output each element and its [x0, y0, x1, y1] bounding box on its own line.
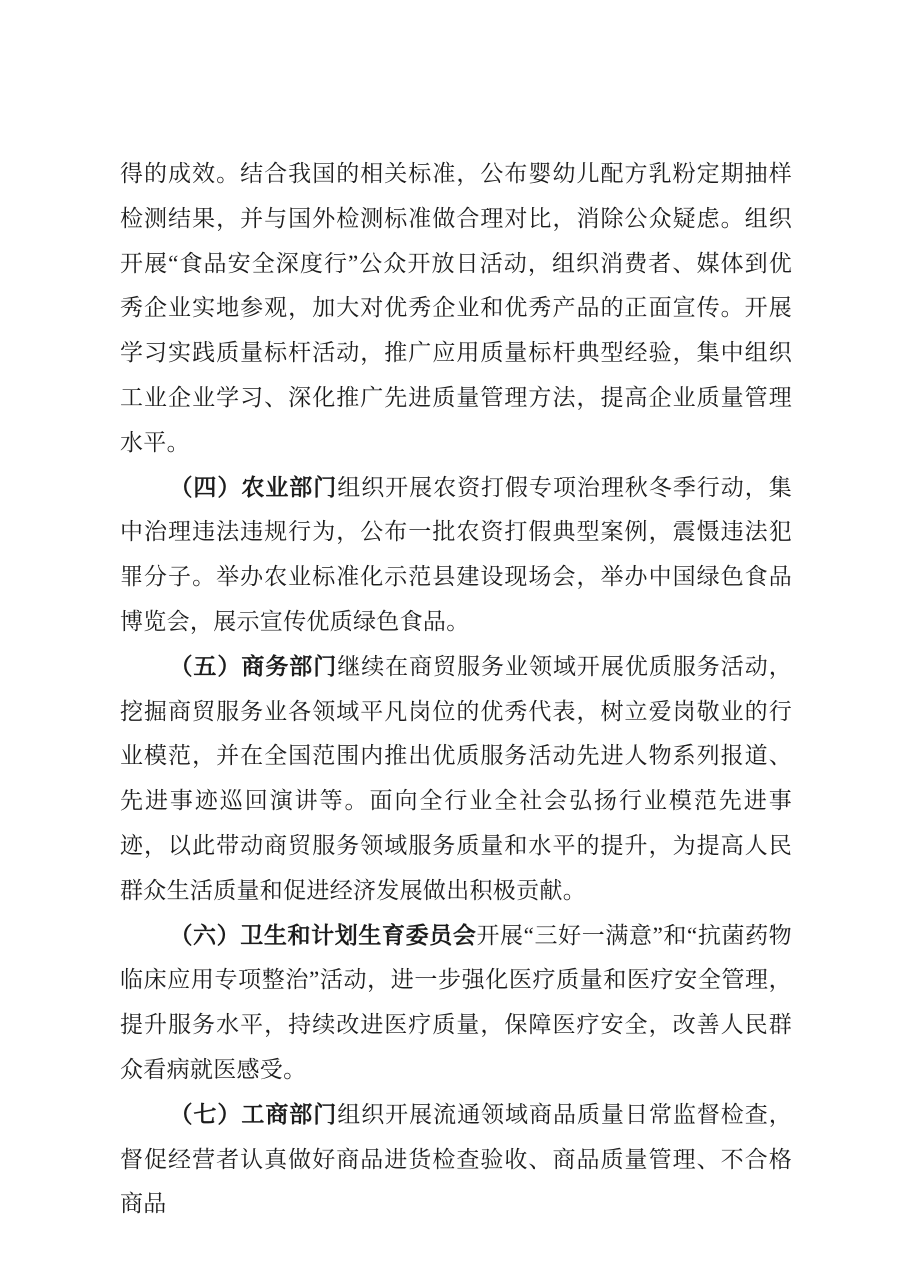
- paragraph-text: 开展“三好一满意”和“抗菌药物临床应用专项整治”活动，进一步强化医疗质量和医疗安全管理，提升服务水平，持续改进医疗质量，保障医疗安全，改善人民群众看病就医感受。: [120, 922, 792, 1082]
- paragraph-item-7-industry-commerce: [120, 1093, 792, 1227]
- paragraph-lead-health-commission: （六）卫生和计划生育委员会: [169, 922, 477, 948]
- paragraph-text: 组织开展农资打假专项治理秋冬季行动，集中治理违法违规行为，公布一批农资打假典型案例，震慑违法犯罪分子。举办农业标准化示范县建设现场会，举办中国绿色食品博览会，展示宣传优质绿色食品。: [120, 474, 792, 634]
- paragraph-item-5-commerce: [120, 645, 792, 914]
- paragraph-lead-agriculture-department: （四）农业部门: [169, 474, 338, 500]
- paragraph-text: 组织开展流通领域商品质量日常监督检查，督促经营者认真做好商品进货检查验收、商品质量管理、不合格商品: [120, 1101, 792, 1217]
- paragraph-lead-commerce-department: （五）商务部门: [169, 653, 338, 679]
- document-body: [120, 152, 792, 1227]
- paragraph-lead-industry-commerce-department: （七）工商部门: [169, 1101, 338, 1127]
- paragraph-text: 继续在商贸服务业领域开展优质服务活动，挖掘商贸服务业各领域平凡岗位的优秀代表，树立爱岗敬业的行业模范，并在全国范围内推出优质服务活动先进人物系列报道、先进事迹巡回演讲等。面向全行业全社会弘扬行业模范先进事迹，以此带动商贸服务领域服务质量和水平的提升，为提高人民群众生活质量和促进经济发展做出积极贡献。: [120, 653, 792, 903]
- paragraph-item-6-health-commission: [120, 914, 792, 1093]
- paragraph-item-4-agriculture: [120, 466, 792, 645]
- paragraph-continuation: [120, 152, 792, 466]
- paragraph-text: 得的成效。结合我国的相关标准，公布婴幼儿配方乳粉定期抽样检测结果，并与国外检测标准做合理对比，消除公众疑虑。组织开展“食品安全深度行”公众开放日活动，组织消费者、媒体到优秀企业实地参观，加大对优秀企业和优秀产品的正面宣传。开展学习实践质量标杆活动，推广应用质量标杆典型经验，集中组织工业企业学习、深化推广先进质量管理方法，提高企业质量管理水平。: [120, 161, 792, 455]
